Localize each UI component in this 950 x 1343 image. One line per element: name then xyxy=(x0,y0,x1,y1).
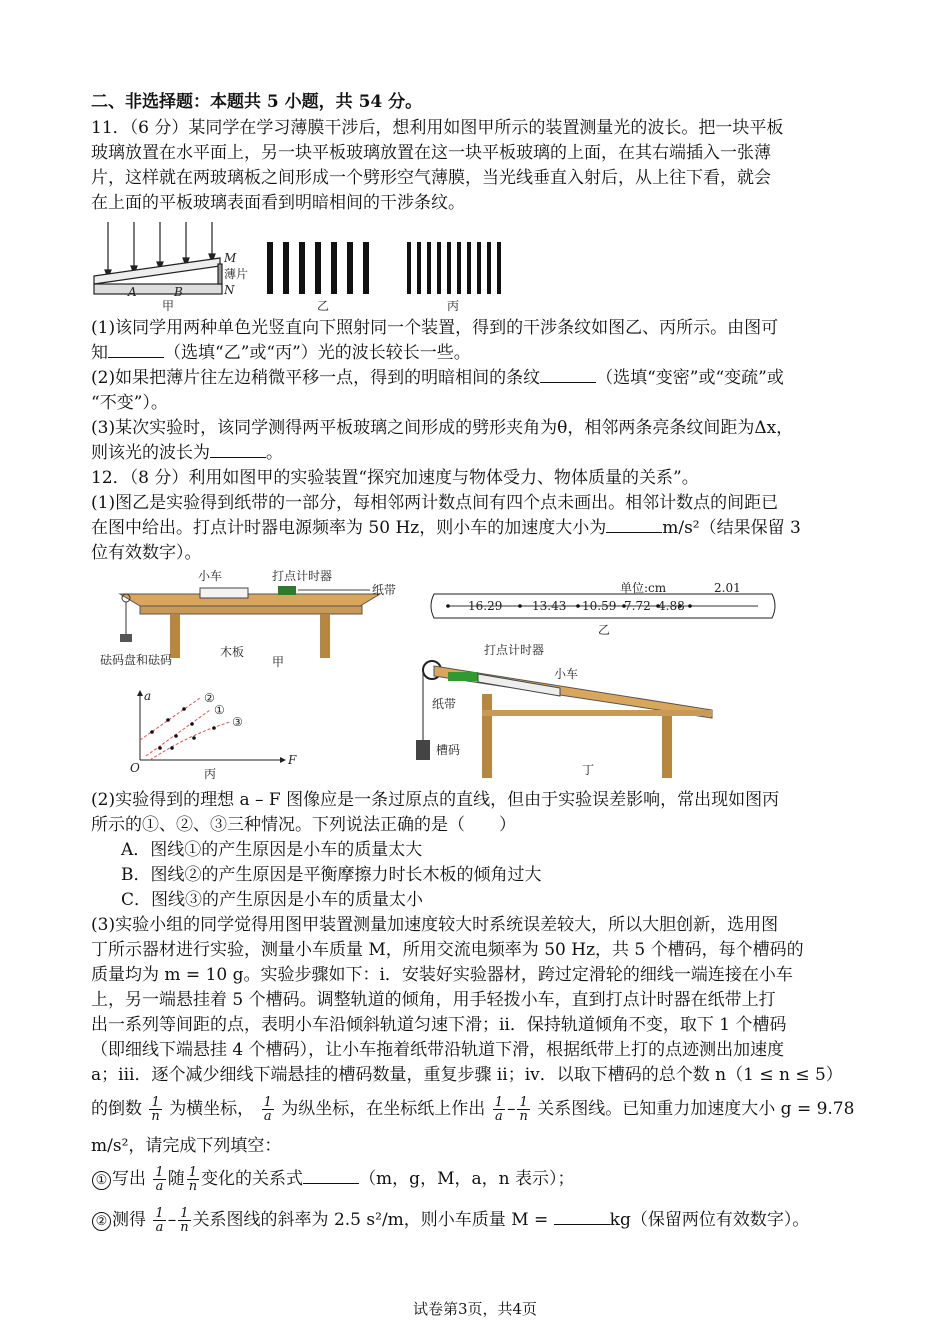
q11-part3-line-1: (3)某次实验时，该同学测得两平板玻璃之间形成的劈形夹角为θ，相邻两条亮条纹间距为Δx， xyxy=(91,418,794,438)
answer-blank-q12-1[interactable] xyxy=(606,516,662,533)
label-a: A xyxy=(128,285,137,299)
label-timer-ding: 打点计时器 xyxy=(484,643,545,657)
q12-part3-line-1: (3)实验小组的同学觉得用图甲装置测量加速度较大时系统误差较大，所以大胆创新，选用图 xyxy=(91,915,779,935)
page-footer: 试卷第3页，共4页 xyxy=(412,1300,538,1318)
fraction-1-over-n: $\frac{1}{n}$ xyxy=(151,1095,160,1124)
label-n: N xyxy=(224,283,235,297)
label-slot-ding: 槽码 xyxy=(436,743,461,757)
tape-value-6: 2.01 xyxy=(714,582,741,595)
q12-part3-line-6: （即细线下端悬挂 4 个槽码），让小车拖着纸带沿轨道下滑，根据纸带上打的点迹测出加速度 xyxy=(91,1040,785,1060)
q11-stem-line-3: 片，这样就在两玻璃板之间形成一个劈形空气薄膜，当光线垂直入射后，从上往下看，就会 xyxy=(91,168,771,188)
label-unit: 单位:cm xyxy=(620,582,667,595)
fraction-1-over-n-3: $\frac{1}{n}$ xyxy=(188,1165,198,1194)
section-title: 二、非选择题：本题共 5 小题，共 54 分。 xyxy=(91,92,423,112)
caption-bing-q12: 丙 xyxy=(204,767,217,781)
label-cart: 小车 xyxy=(198,569,223,583)
q12-part1-line-2 xyxy=(91,516,801,540)
fraction-1-over-a-4: $\frac{1}{a}$ xyxy=(155,1206,164,1235)
label-tape-ding: 纸带 xyxy=(432,697,457,711)
tape-value-2: 13.43 xyxy=(532,599,567,613)
line8-mid2: 为纵坐标，在坐标纸上作出 xyxy=(281,1099,486,1119)
q11-p3-post: 。 xyxy=(266,443,283,463)
axis-origin: O xyxy=(130,761,140,775)
curve-label-2: ② xyxy=(204,691,215,705)
q11-part2-line-2: “不变”）。 xyxy=(91,393,168,413)
answer-blank-q12-3a[interactable] xyxy=(303,1167,359,1184)
q12-p1-text: 在图中给出。打点计时器电源频率为 50 Hz，则小车的加速度大小为 xyxy=(91,518,607,538)
q11-p3-pre: 则该光的波长为 xyxy=(91,443,210,463)
line8-post: 关系图线。已知重力加速度大小 g = 9.78 xyxy=(537,1099,855,1119)
q12-part3-line-5: 出一系列等间距的点，表明小车沿倾斜轨道匀速下滑；ii．保持轨道倾角不变，取下 1 个槽码 xyxy=(91,1015,787,1035)
fraction-1-over-a-2: $\frac{1}{a}$ xyxy=(494,1095,503,1124)
q11-figure-bing xyxy=(405,242,510,312)
q12-sub2: ② 测得 $\frac{1}{a}$ – $\frac{1}{n}$ 关系图线的斜率为 2.5 s²/m，则小车质量 M = kg（保留两位有效数字）。 xyxy=(91,1203,809,1237)
tape-value-3: 10.59 xyxy=(582,599,617,613)
q12-p1-post: m/s²（结果保留 3 xyxy=(662,518,801,538)
q11-stem-line-1: 11．（6 分）某同学在学习薄膜干涉后，想利用如图甲所示的装置测量光的波长。把一块平板 xyxy=(91,118,784,138)
tape-value-1: 16.29 xyxy=(468,599,503,613)
q12-part3-line-9: m/s²，请完成下列填空： xyxy=(91,1136,282,1156)
q12-part3-line-3: 质量均为 m = 10 g。实验步骤如下：i．安装好实验器材，跨过定滑轮的细线一端连接在小车 xyxy=(91,965,793,985)
label-weights: 砝码盘和砝码 xyxy=(100,653,173,667)
caption-bing: 丙 xyxy=(447,299,460,312)
label-paper: 薄片 xyxy=(224,267,249,281)
q12-part1-line-3: 位有效数字）。 xyxy=(91,543,202,563)
answer-blank-q11-2[interactable] xyxy=(540,366,596,383)
tape-value-4: 7.72 xyxy=(624,599,651,613)
caption-jia: 甲 xyxy=(162,299,175,313)
option-b[interactable]: B．图线②的产生原因是平衡摩擦力时长木板的倾角过大 xyxy=(121,865,542,885)
q11-stem-line-4: 在上面的平板玻璃表面看到明暗相间的干涉条纹。 xyxy=(91,193,465,213)
q12-figure-yi xyxy=(428,582,778,642)
q11-p2-post: （选填“变密”或“变疏”或 xyxy=(596,368,784,388)
caption-jia-q12: 甲 xyxy=(272,655,285,669)
option-c[interactable]: C．图线③的产生原因是小车的质量太小 xyxy=(121,890,424,910)
q12-part1-line-1: (1)图乙是实验得到纸带的一部分，每相邻两计数点间有四个点未画出。相邻计数点的间距已 xyxy=(91,493,779,513)
fraction-1-over-n-2: $\frac{1}{n}$ xyxy=(519,1095,528,1124)
circle-1: ① xyxy=(92,1171,111,1190)
line8-pre: 的倒数 xyxy=(91,1099,142,1119)
circle-2: ② xyxy=(92,1212,111,1231)
q12-figure-bing xyxy=(110,690,300,782)
answer-blank-q12-3b[interactable] xyxy=(554,1208,610,1225)
caption-yi-q12: 乙 xyxy=(598,623,611,637)
option-a[interactable]: A．图线①的产生原因是小车的质量太大 xyxy=(121,840,423,860)
tape-value-5: 4.88 xyxy=(658,599,685,613)
caption-ding: 丁 xyxy=(582,763,595,777)
q12-figure-jia xyxy=(100,568,400,678)
label-board: 木板 xyxy=(220,645,245,659)
axis-f: F xyxy=(288,753,297,767)
q11-p1-post: （选填“乙”或“丙”）光的波长较长一些。 xyxy=(164,343,471,363)
label-m: M xyxy=(224,251,237,265)
q12-sub1: ① 写出 $\frac{1}{a}$ 随 $\frac{1}{n}$ 变化的关系式 （m，g，M，a，n 表示）； xyxy=(91,1162,574,1196)
q11-part1-line-1: (1)该同学用两种单色光竖直向下照射同一个装置，得到的干涉条纹如图乙、丙所示。由图可 xyxy=(91,318,779,338)
line8-mid1: 为横坐标， xyxy=(169,1099,255,1119)
q12-part3-line-7: a；iii．逐个减少细线下端悬挂的槽码数量，重复步骤 ii；iv．以取下槽码的总个数 n（1 ≤ n ≤ 5） xyxy=(91,1065,843,1085)
q11-p1-pre: 知 xyxy=(91,343,108,363)
q12-part3-line-2: 丁所示器材进行实验，测量小车质量 M，所用交流电频率为 50 Hz，共 5 个槽码，每个槽码的 xyxy=(91,940,804,960)
curve-label-3: ③ xyxy=(232,715,243,729)
q11-stem-line-2: 玻璃放置在水平面上，另一块平板玻璃放置在这一块平板玻璃的上面，在其右端插入一张薄 xyxy=(91,143,771,163)
caption-yi: 乙 xyxy=(317,299,330,312)
fraction-1-over-a-3: $\frac{1}{a}$ xyxy=(155,1165,164,1194)
q11-part3-line-2 xyxy=(91,441,283,465)
label-cart-ding: 小车 xyxy=(554,667,579,681)
fraction-1-over-n-4: $\frac{1}{n}$ xyxy=(180,1206,189,1235)
q12-part3-line-8: 的倒数 $\frac{1}{n}$ 为横坐标， $\frac{1}{a}$ 为纵坐标，在坐标纸上作出 $\frac{1}{a}$ – $\frac{1}{n}$ 关系图线。已知重力加速度大小 g = 9.78 xyxy=(91,1095,855,1124)
curve-label-1: ① xyxy=(214,703,225,717)
answer-blank-q11-1[interactable] xyxy=(108,341,164,358)
fraction-1-over-a: $\frac{1}{a}$ xyxy=(263,1095,272,1124)
q12-stem: 12．（8 分）利用如图甲的实验装置“探究加速度与物体受力、物体质量的关系”。 xyxy=(91,468,699,488)
q12-part3-line-4: 上，另一端悬挂着 5 个槽码。调整轨道的倾角，用手轻拨小车，直到打点计时器在纸带上打 xyxy=(91,990,776,1010)
q12-figure-ding xyxy=(412,640,722,785)
q11-figure-yi xyxy=(263,242,393,312)
q11-part2-line-1 xyxy=(91,366,784,390)
q12-part2-line-1: (2)实验得到的理想 a – F 图像应是一条过原点的直线，但由于实验误差影响，常出现如图丙 xyxy=(91,790,780,810)
label-tape: 纸带 xyxy=(372,583,397,597)
axis-a: a xyxy=(144,690,152,703)
label-timer: 打点计时器 xyxy=(272,569,333,583)
q11-p2-pre: (2)如果把薄片往左边稍微平移一点，得到的明暗相间的条纹 xyxy=(91,368,541,388)
q12-part2-line-2: 所示的①、②、③三种情况。下列说法正确的是（ ） xyxy=(91,815,516,835)
label-b: B xyxy=(174,285,183,299)
answer-blank-q11-3[interactable] xyxy=(210,441,266,458)
q11-figure-jia xyxy=(90,218,250,314)
q11-part1-line-2 xyxy=(91,341,471,365)
